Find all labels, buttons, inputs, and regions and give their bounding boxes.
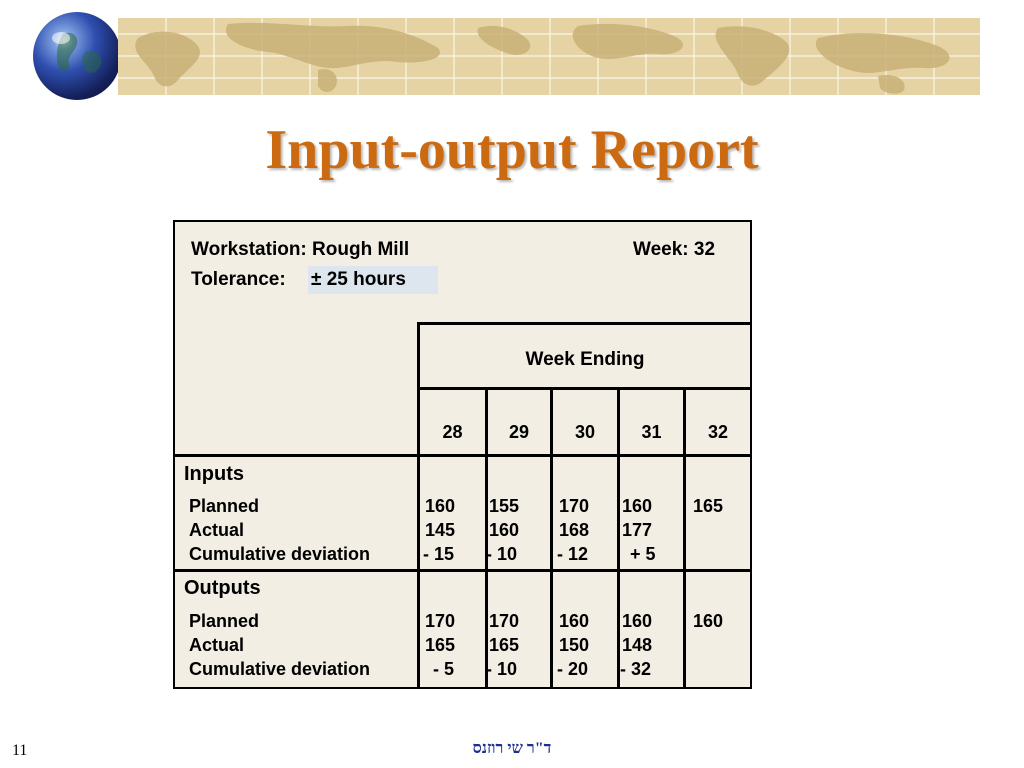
inputs-actual-value: 168 [559, 520, 590, 540]
outputs-planned-value: 160 [559, 611, 590, 631]
inputs-planned-value: 160 [622, 496, 653, 516]
page-title: Input-output Report [265, 119, 759, 181]
world-map-banner [118, 18, 980, 95]
globe-icon [33, 12, 121, 100]
week-ending-top-line [417, 322, 750, 325]
outputs-section-label: Outputs [184, 577, 261, 599]
inputs-actual-value: 177 [622, 520, 653, 540]
footer-author: ד"ר שי רוזנס [472, 740, 552, 757]
outputs-actual-value: 150 [559, 635, 590, 655]
slide-number: 11 [12, 742, 28, 759]
inputs-planned-value: 170 [559, 496, 590, 516]
outputs-planned-value: 170 [425, 611, 456, 631]
outputs-deviation-value: - 20 [557, 659, 589, 679]
outputs-row-label: Planned [189, 611, 260, 631]
week-ending-label: Week Ending [525, 349, 645, 370]
outputs-planned-value: 160 [622, 611, 653, 631]
header-bottom-line [175, 454, 750, 457]
outputs-row-label: Cumulative deviation [189, 659, 371, 679]
outputs-actual-value: 148 [622, 635, 653, 655]
outputs-deviation-value: - 10 [486, 659, 518, 679]
week-number: 32 [707, 422, 729, 442]
inputs-actual-value: 145 [425, 520, 456, 540]
inputs-row-label: Planned [189, 496, 260, 516]
inputs-section-label: Inputs [184, 463, 244, 485]
inputs-deviation-value: - 15 [423, 544, 455, 564]
week-number: 29 [508, 422, 530, 442]
week-number: 30 [574, 422, 596, 442]
inputs-row-label: Cumulative deviation [189, 544, 371, 564]
week-label: Week: 32 [633, 239, 716, 260]
outputs-actual-value: 165 [425, 635, 456, 655]
input-output-report-table [173, 220, 752, 689]
inputs-deviation-value: + 5 [620, 544, 656, 564]
inputs-planned-value: 155 [489, 496, 520, 516]
inputs-planned-value: 160 [425, 496, 456, 516]
workstation-label: Workstation: Rough Mill [191, 239, 410, 260]
outputs-actual-value: 165 [489, 635, 520, 655]
outputs-deviation-value: - 5 [423, 659, 455, 679]
inputs-deviation-value: - 12 [557, 544, 589, 564]
inputs-actual-value: 160 [489, 520, 520, 540]
outputs-planned-value: 170 [489, 611, 520, 631]
inputs-planned-value: 165 [693, 496, 724, 516]
outputs-planned-value: 160 [693, 611, 724, 631]
label-column-divider [417, 322, 420, 687]
tolerance-value: ± 25 hours [311, 269, 406, 290]
week-number: 28 [442, 422, 463, 442]
week-number: 31 [641, 422, 662, 442]
week-ending-bottom-line [417, 387, 750, 390]
inputs-deviation-value: - 10 [486, 544, 518, 564]
outputs-deviation-value: - 32 [620, 659, 652, 679]
tolerance-label: Tolerance: [191, 269, 286, 290]
inputs-bottom-line [175, 569, 750, 572]
inputs-row-label: Actual [189, 520, 245, 540]
outputs-row-label: Actual [189, 635, 245, 655]
